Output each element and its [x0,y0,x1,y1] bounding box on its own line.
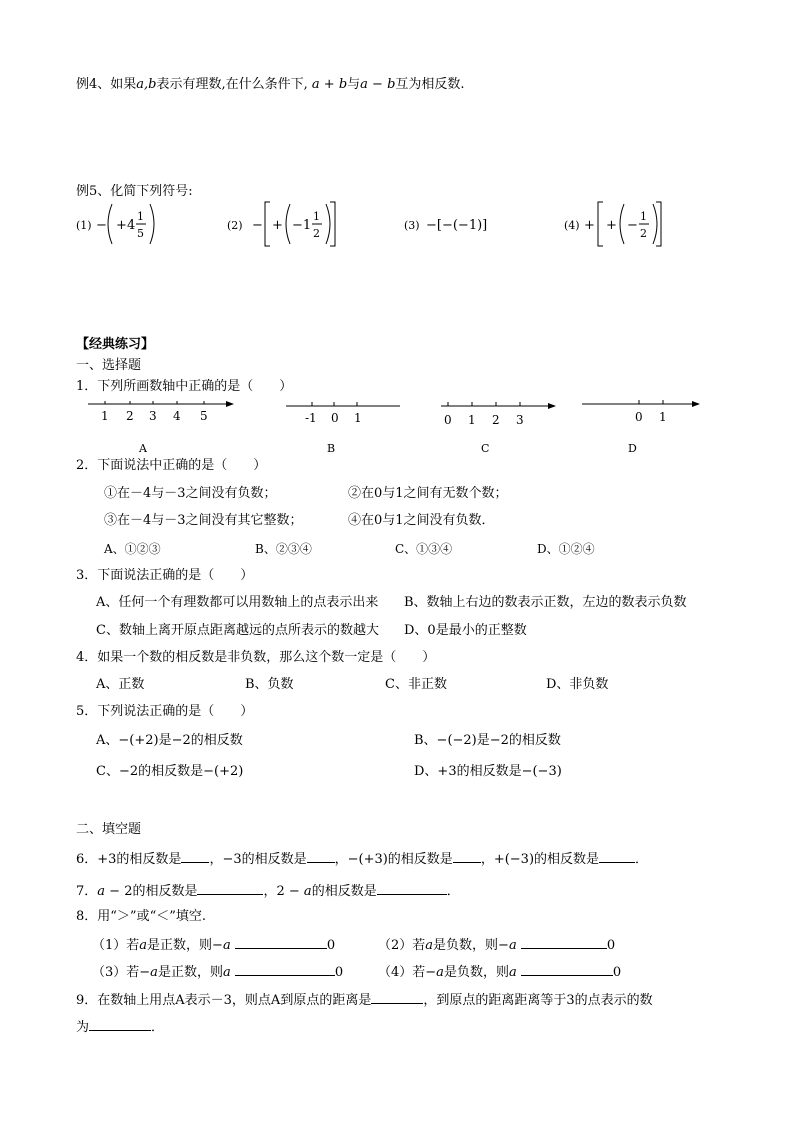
q1-number-lines [0,392,794,458]
numline-c-tick-1: 1 [468,413,476,427]
q6-b: ，−3的相反数是 [209,852,307,867]
ex4-label: 例4、如果 [76,77,137,92]
q8-p1 [92,936,335,954]
q7-c: ，2 − [263,884,304,899]
ex5-p4-sign: + [584,218,595,233]
numline-a-tick-2: 2 [126,409,134,423]
q8-p3-b: 是正数，则 [157,965,223,980]
q8-p4-blank[interactable] [521,963,613,976]
ex5-p1-num: (1) [76,219,92,232]
q6-blank-2[interactable] [307,850,335,863]
q5-option-c[interactable]: C、−2的相反数是−(+2) [96,764,244,779]
q6-a: 6．+3的相反数是 [76,852,182,867]
q6-end: ． [635,852,649,867]
q6-blank-1[interactable] [181,850,209,863]
q7-blank-1[interactable] [197,882,263,895]
numline-a-tick-5: 5 [200,409,208,423]
q8-stem: 8．用“＞”或“＜”填空. [76,909,206,924]
ex5-p2-fnum: 1 [313,210,320,223]
q8-p2-a: （2）若 [378,938,426,953]
q8-p2-zero: 0 [606,938,616,953]
q8-p2-b: 是负数，则− [433,938,509,953]
q2-option-b[interactable]: B、②③④ [255,542,312,556]
ex5-p2-neg: −1 [292,218,312,233]
q8-p4-zero: 0 [612,965,622,980]
ex5-p2-plus: + [272,218,283,233]
q8-p1-a: （1）若 [92,938,140,953]
q9-line-1 [76,991,653,1009]
ex5-p2-fden: 2 [313,227,320,240]
numline-a-tick-3: 3 [149,409,157,423]
ex5-p2-num: (2) [227,219,243,232]
q4-option-b[interactable]: B、负数 [245,677,294,692]
numline-c-tick-3: 3 [516,413,524,427]
q3-option-d[interactable]: D、0是最小的正整数 [404,623,527,638]
ex5-p1-fden: 5 [137,227,144,240]
ex4-vars: a,b [136,77,157,92]
q4-option-d[interactable]: D、非负数 [546,677,609,692]
q7-b: − 2的相反数是 [105,884,198,899]
numline-b-tick-1: 1 [354,411,362,425]
q8-p1-zero: 0 [326,938,336,953]
q8-p4 [378,963,621,981]
practice-header: 【经典练习】 [76,337,155,352]
q5-option-d[interactable]: D、+3的相反数是−(−3) [414,764,562,779]
q8-p2 [378,936,615,954]
q1-stem: 1．下列所画数轴中正确的是（ ） [76,379,293,394]
q2-option-a[interactable]: A、①②③ [104,542,161,556]
q7-a: 7． [76,884,98,899]
ex5-expressions [0,198,794,250]
q2-s1: ①在－4与－3之间没有负数； [104,486,277,501]
numline-b [286,402,400,455]
q8-p2-v2: a [508,938,517,953]
q4-option-a[interactable]: A、正数 [96,677,145,692]
q7-v2: a [303,884,312,899]
q9-a: 9．在数轴上用点A表示－3，则点A到原点的距离是 [76,993,372,1008]
q6-blank-4[interactable] [599,850,635,863]
ex5-p4-plus: + [606,218,617,233]
q4-option-c[interactable]: C、非正数 [385,677,447,692]
q7-d: 的相反数是 [311,884,377,899]
q8-p4-b: 是负数，则 [443,965,509,980]
q6-blank-3[interactable] [453,850,481,863]
q9-blank-1[interactable] [371,991,423,1004]
numline-a-label: A [139,442,147,455]
ex5-label: 例5、化简下列符号: [76,184,193,199]
numline-d-tick-1: 1 [659,410,667,424]
ex4-tail: 互为相反数. [395,77,465,92]
q8-p3-zero: 0 [334,965,344,980]
q6 [76,850,648,868]
numline-c [441,402,555,455]
q5-stem: 5．下列说法正确的是（ ） [76,704,254,719]
q3-option-a[interactable]: A、任何一个有理数都可以用数轴上的点表示出来 [96,595,379,610]
ex5-p1-plus: + [116,218,127,233]
q7-end: ． [446,884,460,899]
numline-d-label: D [628,442,637,455]
q8-p3 [92,963,343,981]
q6-d: ，+(−3)的相反数是 [480,852,600,867]
q5-option-b[interactable]: B、−(−2)是−2的相反数 [414,733,561,748]
ex5-p3-expr: −[−(−1)] [426,218,488,233]
q4-stem: 4．如果一个数的相反数是非负数，那么这个数一定是（ ） [76,650,436,665]
ex5-p1-sign: − [96,218,107,233]
q7-v1: a [97,884,106,899]
q8-p2-blank[interactable] [521,936,607,949]
q9-line-2 [76,1018,164,1036]
q2-s4: ④在0与1之间没有负数． [348,513,495,528]
ex5-p4-neg: − [627,218,638,233]
ex5-p4-fnum: 1 [640,210,647,223]
example-4 [76,77,465,93]
numline-c-label: C [481,442,490,455]
ex5-p1-whole: 4 [127,218,136,233]
q8-p2-v: a [425,938,434,953]
q6-c: ，−(+3)的相反数是 [334,852,453,867]
q2-option-c[interactable]: C、①③④ [395,542,453,556]
q8-p1-blank[interactable] [235,936,327,949]
q8-p1-v: a [139,938,148,953]
ex5-p1-fnum: 1 [137,210,144,223]
ex5-p2-sign: − [252,218,263,233]
q5-option-a[interactable]: A、−(+2)是−2的相反数 [96,733,243,748]
numline-b-tick-0: 0 [331,411,339,425]
section-choice: 一、选择题 [76,358,142,373]
q2-s2: ②在0与1之间有无数个数； [348,486,508,501]
q8-p4-a: （4）若− [378,965,437,980]
section-fill: 二、填空题 [76,822,142,837]
q8-p4-v: a [436,965,444,980]
q8-p3-a: （3）若− [92,965,151,980]
ex5-p4-fden: 2 [640,227,647,240]
ex4-yu: 与 [347,77,361,92]
q7-blank-2[interactable] [377,882,447,895]
q8-p3-v: a [150,965,158,980]
numline-b-label: B [327,442,336,455]
numline-c-tick-2: 2 [492,413,500,427]
ex5-p4-num: (4) [564,219,580,232]
ex5-p3-num: (3) [404,219,420,232]
q7 [76,882,460,900]
q2-stem: 2．下面说法中正确的是（ ） [76,458,267,473]
q8-p3-blank[interactable] [235,963,335,976]
q3-option-c[interactable]: C、数轴上离开原点距离越远的点所表示的数越大 [96,623,379,638]
ex4-expr2: a − b [360,77,396,92]
q3-stem: 3．下面说法正确的是（ ） [76,568,254,583]
q8-p1-v2: a [222,938,231,953]
q9-end: ． [151,1020,165,1035]
q9-b: ，到原点的距离距离等于3的点表示的数 [423,993,653,1008]
q2-option-d[interactable]: D、①②④ [537,542,595,556]
q8-p4-v2: a [508,965,517,980]
q8-p3-v2: a [222,965,231,980]
numline-a [88,401,233,455]
numline-a-tick-1: 1 [101,409,109,423]
q9-c: 为 [76,1020,90,1035]
numline-d-tick-0: 0 [635,410,643,424]
numline-c-tick-0: 0 [444,413,452,427]
q9-blank-2[interactable] [89,1018,151,1031]
q2-s3: ③在－4与－3之间没有其它整数； [104,513,303,528]
q8-p1-b: 是正数，则− [147,938,223,953]
numline-d [582,400,699,455]
q3-option-b[interactable]: B、数轴上右边的数表示正数，左边的数表示负数 [404,595,687,610]
ex4-mid: 表示有理数,在什么条件下, [156,77,308,92]
ex4-expr1: a + b [311,77,348,92]
numline-a-tick-4: 4 [173,409,181,423]
numline-b-tick-m1: -1 [305,411,317,425]
